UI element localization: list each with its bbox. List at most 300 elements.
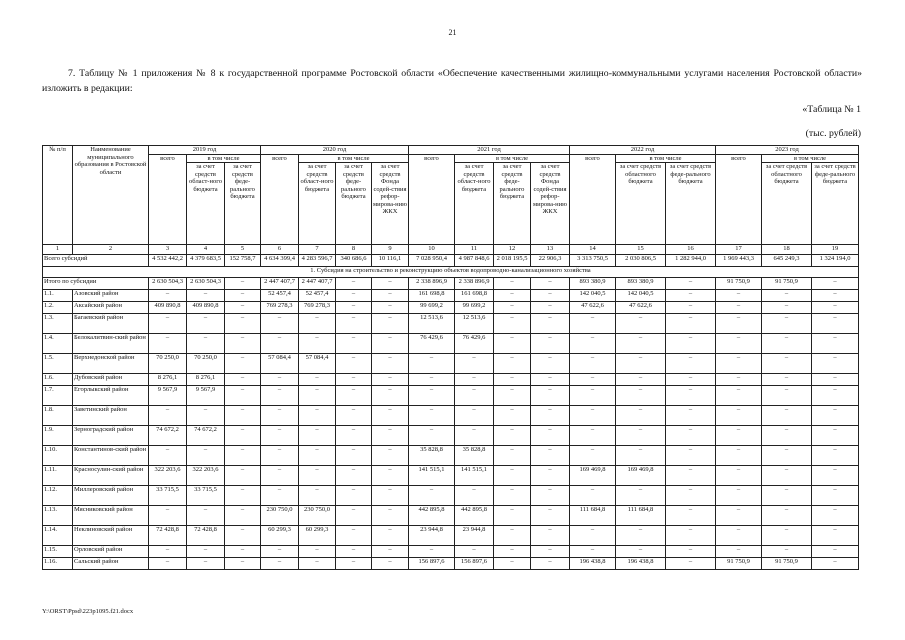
row-name: Неклиновский район	[73, 526, 149, 546]
row-number: 1.6.	[43, 374, 73, 386]
cell-value: –	[494, 426, 531, 446]
cell-value: –	[812, 386, 859, 406]
cell-value: 230 750,0	[261, 506, 299, 526]
cell-value: 2 338 896,9	[455, 278, 494, 290]
cell-value: –	[299, 558, 336, 570]
cell-value: –	[225, 314, 261, 334]
cell-value: –	[225, 406, 261, 426]
cell-value: 99 699,2	[455, 302, 494, 314]
column-number: 13	[531, 245, 570, 255]
header-2021: 2021 год	[409, 146, 570, 155]
table-row	[43, 446, 859, 466]
cell-value: –	[494, 446, 531, 466]
cell-value: –	[149, 446, 187, 466]
cell-value: –	[531, 466, 570, 486]
cell-value: –	[716, 302, 762, 314]
cell-value: –	[666, 290, 716, 302]
cell-value: –	[149, 290, 187, 302]
cell-value: –	[570, 386, 616, 406]
row-name: Константинов-ский район	[73, 446, 149, 466]
cell-value: –	[299, 386, 336, 406]
cell-value: 409 890,8	[149, 302, 187, 314]
cell-value: –	[225, 466, 261, 486]
cell-value: 47 622,6	[616, 302, 666, 314]
cell-value: 169 469,8	[616, 466, 666, 486]
header-2020: 2020 год	[261, 146, 409, 155]
cell-value: –	[372, 558, 409, 570]
cell-value: –	[570, 354, 616, 374]
header-fond: за счет средств Фонда содей-ствия рефор-мирова-нию ЖКХ	[531, 163, 570, 245]
row-name: Егорлыкский район	[73, 386, 149, 406]
cell-value: –	[531, 374, 570, 386]
cell-value: 3 313 750,5	[570, 255, 616, 267]
cell-value: –	[762, 426, 812, 446]
cell-value: –	[666, 374, 716, 386]
cell-value: –	[716, 466, 762, 486]
cell-value: –	[494, 406, 531, 426]
cell-value: –	[762, 526, 812, 546]
cell-value: –	[261, 446, 299, 466]
cell-value: –	[372, 426, 409, 446]
cell-value: –	[494, 334, 531, 354]
cell-value: 161 698,8	[455, 290, 494, 302]
header-total: всего	[261, 154, 299, 245]
cell-value: –	[616, 446, 666, 466]
column-number: 5	[225, 245, 261, 255]
cell-value: –	[494, 546, 531, 558]
cell-value: –	[762, 406, 812, 426]
cell-value: 322 203,6	[187, 466, 225, 486]
table-row	[43, 334, 859, 354]
cell-value: –	[666, 486, 716, 506]
cell-value: 1 969 443,3	[716, 255, 762, 267]
cell-value: –	[531, 446, 570, 466]
cell-value: –	[531, 386, 570, 406]
cell-value: –	[372, 466, 409, 486]
cell-value: 7 028 950,4	[409, 255, 455, 267]
cell-value: –	[531, 546, 570, 558]
cell-value: 111 684,8	[616, 506, 666, 526]
row-number: 1.15.	[43, 546, 73, 558]
cell-value: 91 750,9	[762, 278, 812, 290]
row-number: 1.2.	[43, 302, 73, 314]
cell-value: –	[716, 546, 762, 558]
header-2022: 2022 год	[570, 146, 716, 155]
cell-value: –	[372, 290, 409, 302]
section-title: 1. Субсидия на строительство и реконструкцию объектов водопроводно-канализационного хозяйства	[43, 267, 859, 278]
cell-value: –	[225, 334, 261, 354]
cell-value: –	[762, 314, 812, 334]
cell-value: –	[494, 290, 531, 302]
cell-value: –	[336, 558, 372, 570]
cell-value: –	[531, 278, 570, 290]
cell-value: 111 684,8	[570, 506, 616, 526]
row-number: 1.4.	[43, 334, 73, 354]
cell-value: –	[299, 486, 336, 506]
cell-value: –	[716, 374, 762, 386]
cell-value: –	[812, 486, 859, 506]
column-numbers-row	[43, 245, 859, 255]
cell-value: –	[409, 406, 455, 426]
table-row	[43, 506, 859, 526]
cell-value: 76 429,6	[455, 334, 494, 354]
cell-value: 33 715,5	[149, 486, 187, 506]
cell-value: –	[616, 314, 666, 334]
cell-value: –	[336, 526, 372, 546]
header-fed: за счет средств феде-рального бюджета	[494, 163, 531, 245]
cell-value: 91 750,9	[762, 558, 812, 570]
cell-value: –	[299, 314, 336, 334]
header-obl: за счет средств областного бюджета	[762, 163, 812, 245]
table-row	[43, 406, 859, 426]
cell-value: 76 429,6	[409, 334, 455, 354]
cell-value: 442 895,8	[455, 506, 494, 526]
table-row	[43, 314, 859, 334]
row-number: 1.1.	[43, 290, 73, 302]
cell-value: –	[762, 446, 812, 466]
header-fed: за счет средств феде-рального бюджета	[666, 163, 716, 245]
header-total: всего	[409, 154, 455, 245]
cell-value: 156 897,6	[409, 558, 455, 570]
cell-value: 22 906,3	[531, 255, 570, 267]
cell-value: 196 438,8	[616, 558, 666, 570]
cell-value: 141 515,1	[455, 466, 494, 486]
cell-value: 4 634 399,4	[261, 255, 299, 267]
row-name: Миллеровский район	[73, 486, 149, 506]
cell-value: –	[187, 290, 225, 302]
column-number: 2	[73, 245, 149, 255]
cell-value: –	[812, 302, 859, 314]
row-number: 1.11.	[43, 466, 73, 486]
cell-value: –	[531, 334, 570, 354]
row-name: Итого по субсидии	[43, 278, 149, 290]
cell-value: –	[494, 558, 531, 570]
cell-value: –	[812, 374, 859, 386]
cell-value: –	[409, 546, 455, 558]
cell-value: –	[494, 354, 531, 374]
cell-value: –	[716, 526, 762, 546]
row-number: 1.12.	[43, 486, 73, 506]
row-name: Верхнедонской район	[73, 354, 149, 374]
cell-value: –	[299, 426, 336, 446]
cell-value: –	[570, 374, 616, 386]
row-name: Всего субсидий	[43, 255, 149, 267]
cell-value: –	[225, 506, 261, 526]
row-name: Орловский район	[73, 546, 149, 558]
header-2019: 2019 год	[149, 146, 261, 155]
cell-value: 4 987 848,6	[455, 255, 494, 267]
cell-value: –	[616, 334, 666, 354]
cell-value: –	[225, 278, 261, 290]
cell-value: –	[666, 354, 716, 374]
cell-value: 156 897,6	[455, 558, 494, 570]
cell-value: –	[336, 290, 372, 302]
table-row	[43, 558, 859, 570]
cell-value: 769 278,3	[299, 302, 336, 314]
column-number: 15	[616, 245, 666, 255]
row-name: Белокалитвин-ский район	[73, 334, 149, 354]
cell-value: 142 040,5	[570, 290, 616, 302]
cell-value: –	[187, 314, 225, 334]
cell-value: –	[225, 374, 261, 386]
row-name: Азовский район	[73, 290, 149, 302]
cell-value: –	[372, 406, 409, 426]
table-row	[43, 466, 859, 486]
cell-value: 10 116,1	[372, 255, 409, 267]
cell-value: –	[616, 426, 666, 446]
cell-value: –	[616, 406, 666, 426]
header-obl: за счет средств област-ного бюджета	[455, 163, 494, 245]
footer-path: Y:\ORST\Ppsd\223p1095.f21.docx	[42, 608, 134, 615]
row-name: Аксайский район	[73, 302, 149, 314]
table-row	[43, 386, 859, 406]
cell-value: –	[531, 314, 570, 334]
column-number: 8	[336, 245, 372, 255]
cell-value: –	[455, 426, 494, 446]
cell-value: –	[531, 290, 570, 302]
row-number: 1.9.	[43, 426, 73, 446]
row-name: Заветинский район	[73, 406, 149, 426]
units-label: (тыс. рублей)	[805, 128, 861, 139]
row-number: 1.16.	[43, 558, 73, 570]
header-fond: за счет средств Фонда содей-ствия рефор-мирова-нию ЖКХ	[372, 163, 409, 245]
cell-value: –	[455, 546, 494, 558]
cell-value: 8 276,1	[149, 374, 187, 386]
cell-value: –	[299, 334, 336, 354]
cell-value: –	[716, 290, 762, 302]
row-name: Сальский район	[73, 558, 149, 570]
cell-value: –	[762, 466, 812, 486]
cell-value: –	[666, 466, 716, 486]
column-number: 12	[494, 245, 531, 255]
cell-value: 152 758,7	[225, 255, 261, 267]
cell-value: –	[812, 446, 859, 466]
cell-value: –	[225, 386, 261, 406]
cell-value: –	[531, 426, 570, 446]
cell-value: –	[716, 406, 762, 426]
cell-value: –	[455, 406, 494, 426]
cell-value: –	[666, 386, 716, 406]
header-incl: в том числе	[762, 154, 859, 163]
intro-paragraph: 7. Таблицу № 1 приложения № 8 к государственной программе Ростовской области «Обеспечение качественными жилищно-коммунальными услугами населения Ростовской области» изложить в редакции:	[42, 68, 862, 94]
header-total: всего	[149, 154, 187, 245]
column-number: 3	[149, 245, 187, 255]
cell-value: 35 828,8	[455, 446, 494, 466]
cell-value: –	[812, 558, 859, 570]
cell-value: 57 084,4	[299, 354, 336, 374]
cell-value: –	[336, 466, 372, 486]
cell-value: –	[616, 486, 666, 506]
cell-value: –	[455, 374, 494, 386]
cell-value: –	[187, 334, 225, 354]
cell-value: –	[531, 486, 570, 506]
column-number: 14	[570, 245, 616, 255]
cell-value: 12 513,6	[455, 314, 494, 334]
cell-value: 1 324 194,0	[812, 255, 859, 267]
header-incl: в том числе	[455, 154, 570, 163]
header-incl: в том числе	[616, 154, 716, 163]
row-name: Дубовский район	[73, 374, 149, 386]
cell-value: –	[494, 374, 531, 386]
row-number: 1.10.	[43, 446, 73, 466]
cell-value: –	[570, 334, 616, 354]
cell-value: –	[149, 314, 187, 334]
cell-value: –	[372, 314, 409, 334]
cell-value: 4 283 596,7	[299, 255, 336, 267]
header-total: всего	[716, 154, 762, 245]
cell-value: 893 380,9	[616, 278, 666, 290]
cell-value: 9 567,9	[149, 386, 187, 406]
cell-value: 8 276,1	[187, 374, 225, 386]
cell-value: –	[812, 278, 859, 290]
column-number: 10	[409, 245, 455, 255]
cell-value: –	[812, 546, 859, 558]
cell-value: 645 249,3	[762, 255, 812, 267]
header-obl: за счет средств област-ного бюджета	[299, 163, 336, 245]
cell-value: 74 672,2	[187, 426, 225, 446]
row-number: 1.3.	[43, 314, 73, 334]
cell-value: 322 203,6	[149, 466, 187, 486]
header-n: № п/п	[43, 146, 73, 245]
cell-value: –	[494, 278, 531, 290]
cell-value: –	[666, 546, 716, 558]
cell-value: –	[225, 426, 261, 446]
cell-value: –	[716, 354, 762, 374]
column-number: 19	[812, 245, 859, 255]
cell-value: –	[762, 546, 812, 558]
cell-value: –	[762, 354, 812, 374]
table-row	[43, 354, 859, 374]
cell-value: –	[149, 406, 187, 426]
cell-value: –	[716, 386, 762, 406]
column-number: 17	[716, 245, 762, 255]
cell-value: –	[187, 546, 225, 558]
cell-value: –	[299, 406, 336, 426]
cell-value: 47 622,6	[570, 302, 616, 314]
cell-value: –	[616, 354, 666, 374]
header-fed: за счет средств феде-рального бюджета	[812, 163, 859, 245]
header-incl: в том числе	[299, 154, 409, 163]
cell-value: –	[531, 354, 570, 374]
cell-value: –	[762, 290, 812, 302]
cell-value: 35 828,8	[409, 446, 455, 466]
cell-value: 60 299,3	[261, 526, 299, 546]
cell-value: 340 686,6	[336, 255, 372, 267]
cell-value: –	[494, 466, 531, 486]
cell-value: –	[570, 314, 616, 334]
cell-value: –	[261, 314, 299, 334]
cell-value: –	[762, 334, 812, 354]
cell-value: –	[716, 446, 762, 466]
cell-value: 196 438,8	[570, 558, 616, 570]
cell-value: –	[716, 426, 762, 446]
cell-value: –	[225, 290, 261, 302]
table-row	[43, 546, 859, 558]
cell-value: –	[716, 486, 762, 506]
table-row	[43, 374, 859, 386]
cell-value: –	[336, 506, 372, 526]
cell-value: 52 457,4	[299, 290, 336, 302]
total-row	[43, 255, 859, 267]
cell-value: –	[372, 546, 409, 558]
cell-value: –	[336, 486, 372, 506]
row-number: 1.13.	[43, 506, 73, 526]
table-row	[43, 486, 859, 506]
cell-value: 99 699,2	[409, 302, 455, 314]
cell-value: 142 040,5	[616, 290, 666, 302]
cell-value: –	[336, 374, 372, 386]
cell-value: 57 084,4	[261, 354, 299, 374]
cell-value: 161 698,8	[409, 290, 455, 302]
cell-value: –	[409, 374, 455, 386]
section-row	[43, 267, 859, 278]
cell-value: 2 030 806,5	[616, 255, 666, 267]
cell-value: –	[336, 354, 372, 374]
cell-value: –	[336, 446, 372, 466]
cell-value: –	[812, 506, 859, 526]
cell-value: 72 428,8	[149, 526, 187, 546]
cell-value: –	[531, 558, 570, 570]
cell-value: –	[261, 386, 299, 406]
cell-value: –	[336, 546, 372, 558]
cell-value: –	[372, 278, 409, 290]
cell-value: –	[372, 526, 409, 546]
column-number: 16	[666, 245, 716, 255]
cell-value: –	[570, 546, 616, 558]
column-number: 11	[455, 245, 494, 255]
cell-value: –	[336, 314, 372, 334]
cell-value: –	[409, 354, 455, 374]
cell-value: 12 513,6	[409, 314, 455, 334]
cell-value: –	[616, 374, 666, 386]
cell-value: –	[225, 354, 261, 374]
cell-value: –	[261, 426, 299, 446]
cell-value: –	[812, 314, 859, 334]
cell-value: –	[336, 426, 372, 446]
cell-value: –	[225, 486, 261, 506]
cell-value: 33 715,5	[187, 486, 225, 506]
cell-value: 442 895,8	[409, 506, 455, 526]
cell-value: 169 469,8	[570, 466, 616, 486]
cell-value: –	[494, 486, 531, 506]
cell-value: –	[666, 426, 716, 446]
cell-value: 893 380,9	[570, 278, 616, 290]
cell-value: –	[812, 406, 859, 426]
column-number: 1	[43, 245, 73, 255]
cell-value: –	[225, 526, 261, 546]
cell-value: –	[261, 546, 299, 558]
cell-value: –	[299, 374, 336, 386]
cell-value: –	[666, 558, 716, 570]
cell-value: –	[762, 302, 812, 314]
cell-value: –	[336, 278, 372, 290]
subtotal-row	[43, 278, 859, 290]
cell-value: –	[762, 374, 812, 386]
cell-value: 409 890,8	[187, 302, 225, 314]
header-total: всего	[570, 154, 616, 245]
cell-value: 74 672,2	[149, 426, 187, 446]
cell-value: –	[336, 302, 372, 314]
cell-value: 60 299,3	[299, 526, 336, 546]
cell-value: 2 338 896,9	[409, 278, 455, 290]
cell-value: –	[261, 334, 299, 354]
cell-value: 23 944,8	[409, 526, 455, 546]
row-number: 1.5.	[43, 354, 73, 374]
row-name: Багаевский район	[73, 314, 149, 334]
header-2023: 2023 год	[716, 146, 859, 155]
cell-value: –	[299, 546, 336, 558]
cell-value: –	[716, 314, 762, 334]
